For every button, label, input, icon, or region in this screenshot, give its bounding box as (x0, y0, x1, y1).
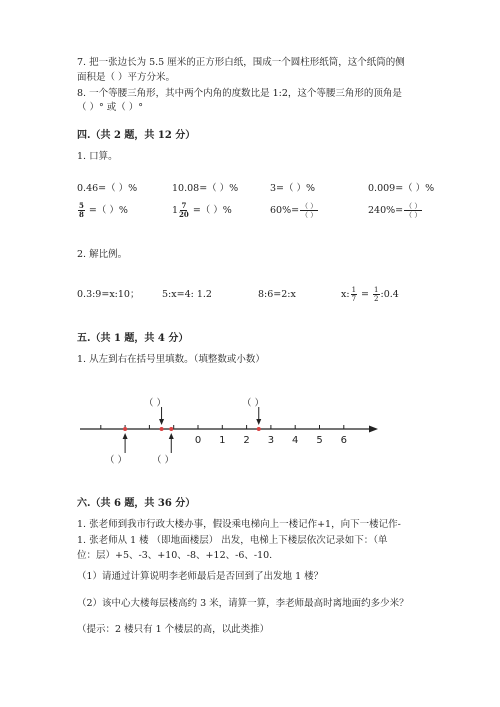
blank-below-3: （ ） (152, 455, 175, 466)
tick-label: 1 (219, 435, 226, 446)
pointer-arrowhead (159, 419, 164, 425)
section-5-q1-title: 1. 从左到右在括号里填数。（填整数或小数） (77, 354, 265, 365)
q8-line2: （ ）° 或（ ）° (77, 102, 144, 113)
mental-calc-1: 0.46=（ ）% (77, 183, 138, 194)
marked-point (123, 427, 127, 431)
section-5-heading: 五.（共 1 题，共 4 分） (77, 333, 189, 344)
section-6-sub2: （2）该中心大楼每层楼高约 3 米，请算一算，李老师最高时离地面约多少米？ (77, 598, 409, 609)
mental-calc-4: 0.009=（ ）% (368, 183, 435, 194)
number-line-arrowhead (369, 426, 378, 433)
section-4-q1-title: 1. 口算。 (77, 151, 118, 162)
mental-calc-6: 1 $\frac{7}{20}$ =（ ）% (172, 201, 232, 219)
q8-line1: 8. 一个等腰三角形，其中两个内角的度数比是 1:2，这个等腰三角形的顶角是 (77, 88, 402, 99)
pointer-arrowhead (256, 419, 261, 425)
marked-point (160, 427, 164, 431)
tick-label: 2 (243, 435, 250, 446)
mental-calc-8: 240%= $\frac{( )}{( )}$ (368, 202, 422, 219)
mental-calc-3: 3=（ ）% (270, 183, 316, 194)
section-4-heading: 四.（共 2 题，共 12 分） (77, 130, 196, 141)
proportion-2: 5:x=4: 1.2 (162, 289, 212, 300)
blank-above-4: （ ） (242, 398, 265, 409)
section-6-heading: 六.（共 6 题，共 36 分） (77, 498, 196, 509)
q7-line1: 7. 把一张边长为 5.5 厘米的正方形白纸，围成一个圆柱形纸筒，这个纸筒的侧 (77, 57, 405, 68)
tick-label: 6 (340, 435, 347, 446)
tick-label: 5 (316, 435, 323, 446)
number-line (75, 405, 385, 455)
tick-label: 0 (194, 435, 202, 446)
section-6-sub1: （1）请通过计算说明李老师最后是否回到了出发地 1 楼？ (77, 571, 324, 582)
pointer-arrowhead (123, 433, 128, 439)
fraction: $\frac{1}{7}$ (351, 286, 357, 303)
mental-calc-7: 60%= $\frac{( )}{( )}$ (270, 202, 318, 219)
tick-label: 4 (292, 435, 299, 446)
marked-point (257, 427, 261, 431)
proportion-1: 0.3:9=x:10； (77, 289, 140, 300)
fraction: $\frac{7}{20}$ (179, 201, 189, 219)
blank-above-2: （ ） (144, 398, 167, 409)
fraction: $\frac{( )}{( )}$ (301, 202, 318, 219)
proportion-4: x: $\frac{1}{7}$ = $\frac{1}{2}$ :0.4 (341, 286, 399, 303)
proportion-3: 8:6=2:x (258, 289, 296, 300)
fraction: $\frac{5}{8}$ (79, 201, 84, 219)
q7-line2: 面积是（ ）平方分米。 (77, 72, 176, 83)
mental-calc-2: 10.08=（ ）% (172, 183, 239, 194)
section-6-q1-line2: 1. 张老师从 1 楼 （即地面楼层） 出发，电梯上下楼层依次记录如下：（单 (77, 535, 388, 546)
pointer-arrowhead (169, 433, 174, 439)
section-6-q1-line3: 位：层）+5、-3、+10、-8、+12、-6、-10. (77, 550, 273, 561)
blank-below-1: （ ） (105, 455, 128, 466)
section-4-q2-title: 2. 解比例。 (77, 249, 128, 260)
marked-point (169, 427, 173, 431)
tick-label: 3 (267, 435, 275, 446)
fraction: $\frac{1}{2}$ (374, 286, 379, 303)
section-6-hint: （提示：2 楼只有 1 个楼层的高，以此类推） (77, 624, 270, 635)
fraction: $\frac{( )}{( )}$ (405, 202, 422, 219)
section-6-q1-line1: 1. 张老师到我市行政大楼办事，假设乘电梯向上一楼记作+1，向下一楼记作- (77, 519, 401, 530)
mental-calc-5: $\frac{5}{8}$ =（ ）% (79, 201, 128, 219)
